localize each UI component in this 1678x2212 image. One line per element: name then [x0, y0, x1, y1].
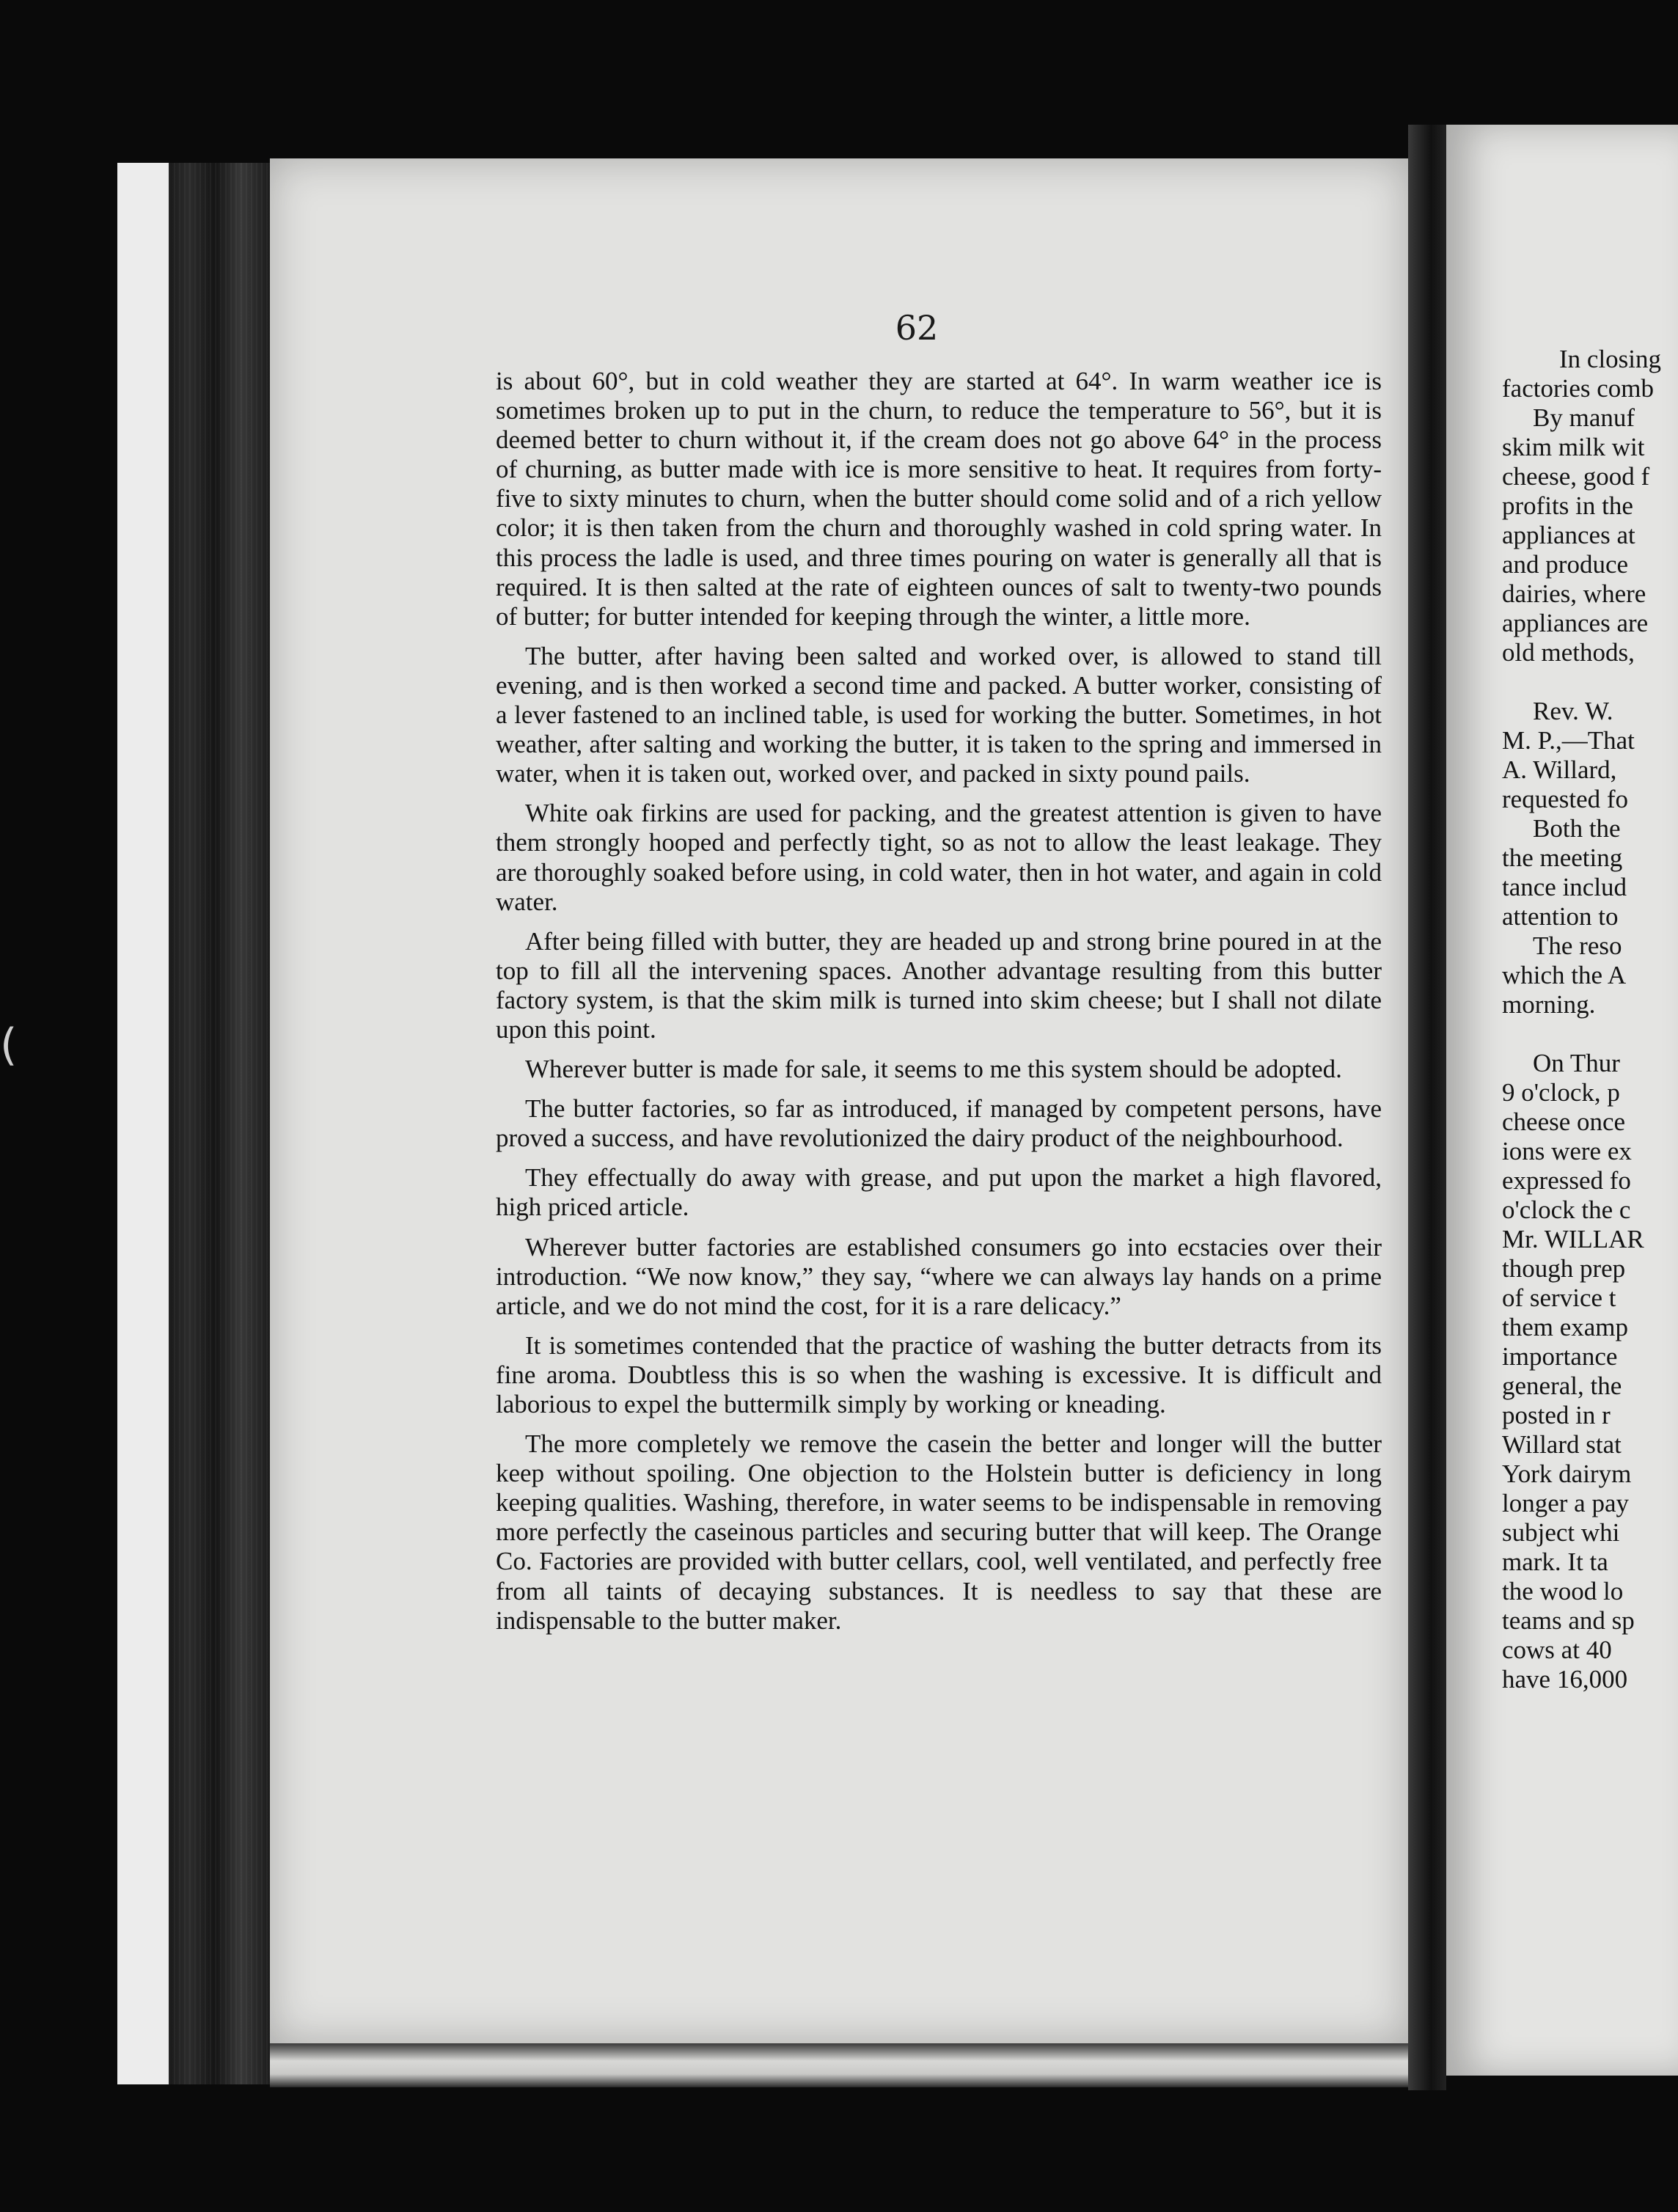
- right-page-line: cheese, good f: [1502, 462, 1650, 491]
- right-page-line: teams and sp: [1502, 1606, 1635, 1635]
- paragraph: After being filled with butter, they are headed up and strong brine poured in at the top to fill all the intervening spaces. Another advantage resulting from this butter factory system, is that the skim milk is turned into skim cheese; but I shall not dilate upon this point.: [496, 926, 1382, 1044]
- book-gutter: [1408, 125, 1446, 2090]
- right-page-line: Rev. W.: [1533, 697, 1613, 725]
- right-page-line: profits in the: [1502, 491, 1633, 520]
- right-page-line: the meeting: [1502, 843, 1623, 872]
- right-page-line: mark. It ta: [1502, 1548, 1608, 1576]
- right-page-line: M. P.,—That: [1502, 726, 1635, 755]
- right-page-line: 9 o'clock, p: [1502, 1078, 1620, 1107]
- paragraph: They effectually do away with grease, and put upon the market a high flavored, high priced article.: [496, 1163, 1382, 1222]
- right-page-line: posted in r: [1502, 1401, 1611, 1429]
- paragraph: It is sometimes contended that the practice of washing the butter detracts from its fine aroma. Doubtless this is so when the washing is excessive. It is difficult and laborious to expel the buttermilk simply by working or kneading.: [496, 1330, 1382, 1418]
- right-page-text: [1502, 345, 1678, 1694]
- right-page-line: and produce: [1502, 550, 1629, 579]
- right-page-line: subject whi: [1502, 1518, 1620, 1547]
- right-page-line: requested fo: [1502, 785, 1629, 813]
- right-page-line: have 16,000: [1502, 1665, 1628, 1693]
- right-page-line: general, the: [1502, 1371, 1622, 1400]
- left-card-strip: [117, 163, 176, 2084]
- right-page-line: York dairym: [1502, 1460, 1632, 1488]
- body-text: [496, 367, 1382, 1646]
- paragraph: Wherever butter is made for sale, it seems to me this system should be adopted.: [525, 1055, 1342, 1084]
- paragraph: The butter factories, so far as introduced, if managed by competent persons, have proved a success, and have revolutionized the dairy product of the neighbourhood.: [496, 1094, 1382, 1153]
- right-page-line: A. Willard,: [1502, 755, 1617, 784]
- paragraph: The butter, after having been salted and worked over, is allowed to stand till evening, and is then worked a second time and packed. A butter worker, consisting of a lever fastened to an inclined table, is used for working the butter. Sometimes, in hot weather, after salting and working the butter, it is taken to the spring and immersed in water, when it is taken out, worked over, and packed in sixty pound pails.: [496, 641, 1382, 788]
- right-page-gap: [1502, 1019, 1678, 1049]
- paragraph: Wherever butter factories are established consumers go into ecstacies over their introduction. “We now know,” they say, “where we can always lay hands on a prime article, and we do not mind the cost, for it is a rare delicacy.”: [496, 1232, 1382, 1320]
- paragraph: White oak firkins are used for packing, and the greatest attention is given to have them strongly hooped and perfectly tight, so as not to allow the least leakage. They are thoroughly soaked before using, in cold water, then in hot water, and again in cold water.: [496, 799, 1382, 916]
- right-page-line: On Thur: [1533, 1049, 1620, 1077]
- book-spine: [169, 163, 271, 2084]
- right-page-gap: [1502, 667, 1678, 697]
- right-page-line: importance: [1502, 1342, 1618, 1371]
- right-page-line: ions were ex: [1502, 1137, 1632, 1165]
- right-page-line: cows at 40: [1502, 1636, 1612, 1664]
- page-bottom-edge: [270, 2043, 1408, 2087]
- right-page-line: expressed fo: [1502, 1166, 1631, 1195]
- right-page-line: o'clock the c: [1502, 1195, 1631, 1224]
- right-page-line: By manuf: [1533, 403, 1635, 432]
- right-page-line: tance includ: [1502, 873, 1627, 901]
- page-number: 62: [895, 308, 939, 348]
- right-page-line: Mr. WILLAR: [1502, 1225, 1644, 1253]
- right-page-line: The reso: [1533, 931, 1622, 960]
- right-page-line: old methods,: [1502, 638, 1635, 667]
- right-page-line: them examp: [1502, 1313, 1629, 1341]
- right-page-line: morning.: [1502, 990, 1596, 1019]
- right-page-line: In closing: [1559, 345, 1662, 373]
- paragraph: The more completely we remove the casein the better and longer will the butter keep without spoiling. One objection to the Holstein butter is deficiency in long keeping qualities. Washing, therefore, in water seems to be indispensable in removing more perfectly the caseinous particles and securing butter that will keep. The Orange Co. Factories are provided with butter cellars, cool, well ventilated, and perfectly free from all taints of decaying substances. It is needless to say that these are indispensable to the butter maker.: [496, 1429, 1382, 1635]
- right-page-line: which the A: [1502, 961, 1627, 989]
- right-page-line: the wood lo: [1502, 1577, 1624, 1605]
- right-page-line: dairies, where: [1502, 579, 1646, 608]
- right-page-line: attention to: [1502, 902, 1619, 931]
- right-page-line: factories comb: [1502, 374, 1654, 403]
- right-page-line: appliances are: [1502, 609, 1649, 637]
- right-page-line: cheese once: [1502, 1107, 1626, 1136]
- right-page-line: of service t: [1502, 1283, 1616, 1312]
- edge-bracket-mark: (: [0, 1019, 18, 1071]
- right-page-line: though prep: [1502, 1254, 1626, 1283]
- right-page-line: Both the: [1533, 814, 1621, 843]
- right-page-line: appliances at: [1502, 521, 1635, 549]
- right-page-line: skim milk wit: [1502, 433, 1645, 461]
- right-page-line: Willard stat: [1502, 1430, 1622, 1459]
- paragraph: is about 60°, but in cold weather they are started at 64°. In warm weather ice is sometimes broken up to put in the churn, to reduce the temperature to 56°, but it is deemed better to churn without it, if the cream does not go above 64° in the process of churning, as butter made with ice is more sensitive to heat. It requires from forty-five to sixty minutes to churn, when the butter should come solid and of a rich yellow color; it is then taken from the churn and thoroughly washed in cold spring water. In this process the ladle is used, and three times pouring on water is generally all that is required. It is then salted at the rate of eighteen ounces of salt to twenty-two pounds of butter; for butter intended for keeping through the winter, a little more.: [496, 367, 1382, 631]
- right-page-line: longer a pay: [1502, 1489, 1629, 1517]
